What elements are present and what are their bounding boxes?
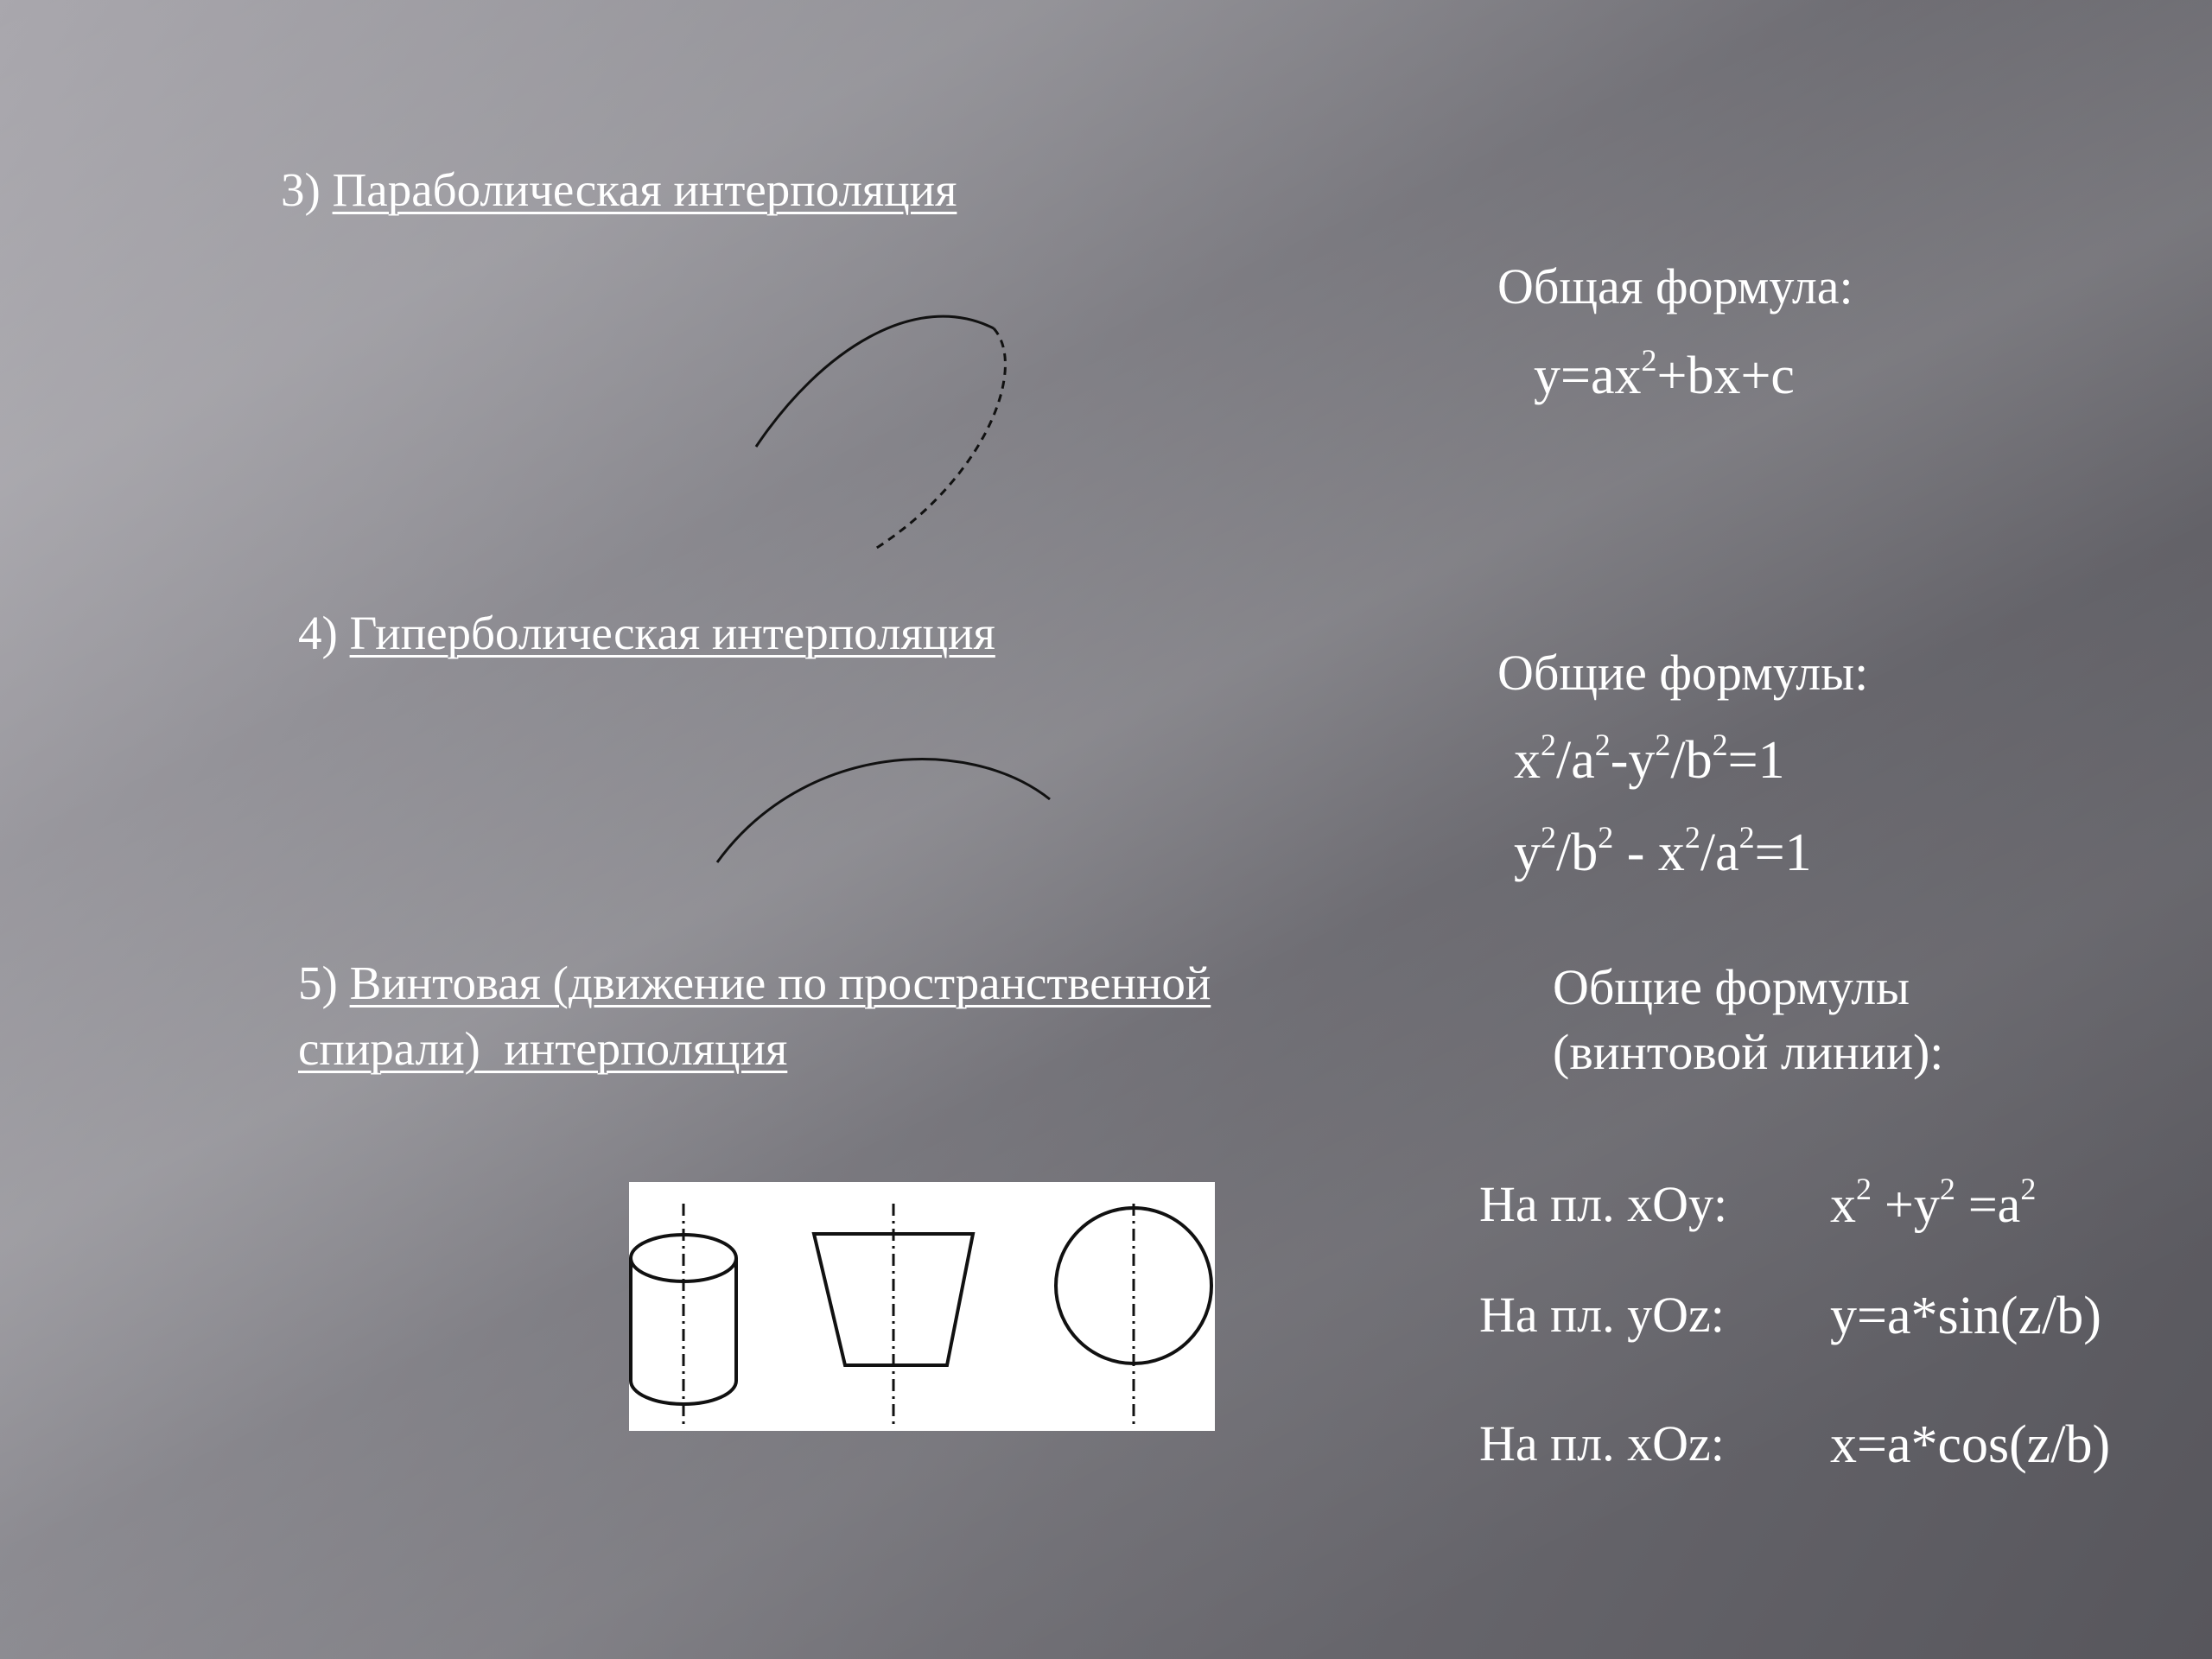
formula-part: -y [1610,731,1656,790]
formula-exponent: 2 [1598,820,1614,855]
formula-exponent: 2 [1594,728,1611,762]
formula-exponent: 2 [1684,820,1700,855]
formula-exponent: 2 [1641,343,1657,378]
formula-part: /b [1670,731,1713,790]
parabola-curve-figure [743,307,1020,557]
formula-exponent: 2 [1655,728,1671,762]
helical-title-line1: Винтовая (движение по пространственной [349,957,1211,1009]
hyperbolic-number: 4) [298,607,338,659]
hyperbolic-formula-2 [1514,820,1812,884]
formula-exponent: 2 [1856,1172,1872,1206]
formula-part: =a [1955,1176,2021,1233]
plane-xoy-label: На пл. xOy: [1479,1176,1728,1232]
formula-part: x [1830,1176,1856,1233]
helical-formula-label-line2: (винтовой линии): [1553,1024,1944,1081]
formula-part: - x [1613,823,1685,882]
formula-part: /b [1556,823,1599,882]
parabolic-heading [281,157,957,223]
hyperbolic-formula-1 [1514,730,1785,791]
formula-part: =1 [1754,823,1812,882]
formula-part: x [1514,731,1541,790]
formula-exponent: 2 [1541,728,1556,762]
parabolic-number: 3) [281,163,321,216]
hyperbolic-title: Гиперболическая интерполяция [349,607,995,659]
hyperbolic-heading [298,601,995,666]
formula-exponent: 2 [1738,820,1755,855]
plane-yoz-label: На пл. yOz: [1479,1287,1725,1343]
parabolic-title: Параболическая интерполяция [332,163,957,216]
parabolic-formula [1534,343,1795,407]
plane-xoz-label: На пл. xOz: [1479,1415,1725,1471]
formula-exponent: 2 [1939,1172,1955,1206]
helical-number: 5) [298,957,338,1009]
parabolic-formula-label: Общая формула: [1497,258,1853,315]
hyperbola-arc [717,760,1050,862]
helical-heading-line1 [298,950,1211,1016]
helical-shapes-figure [629,1182,1215,1431]
formula-part: +y [1872,1176,1940,1233]
helical-heading [298,950,1211,1082]
hyperbola-curve-figure [709,743,1071,873]
plane-yoz-formula: y=a*sin(z/b) [1830,1287,2101,1345]
parabola-solid-arc [756,316,994,447]
formula-part: =1 [1727,731,1785,790]
figure-background [629,1182,1215,1431]
formula-part: y=ax [1534,346,1642,405]
helical-formula-label-line1: Общие формулы [1553,959,1910,1015]
formula-part: +bx+c [1656,346,1795,405]
hyperbolic-formula-label: Общие формулы: [1497,645,1869,701]
formula-exponent: 2 [2020,1172,2037,1206]
plane-xoz-formula: x=a*cos(z/b) [1830,1415,2111,1474]
parabola-dashed-arc [873,328,1005,550]
formula-exponent: 2 [1541,820,1556,855]
formula-part: y [1514,823,1541,882]
helical-formula-label [1553,955,1943,1085]
helical-heading-line2 [298,1016,1211,1082]
formula-part: /a [1700,823,1739,882]
helical-title-line2: спирали) интерполяция [298,1021,788,1075]
formula-exponent: 2 [1712,728,1728,762]
formula-part: /a [1556,731,1595,790]
plane-xoy-formula [1830,1172,2037,1235]
